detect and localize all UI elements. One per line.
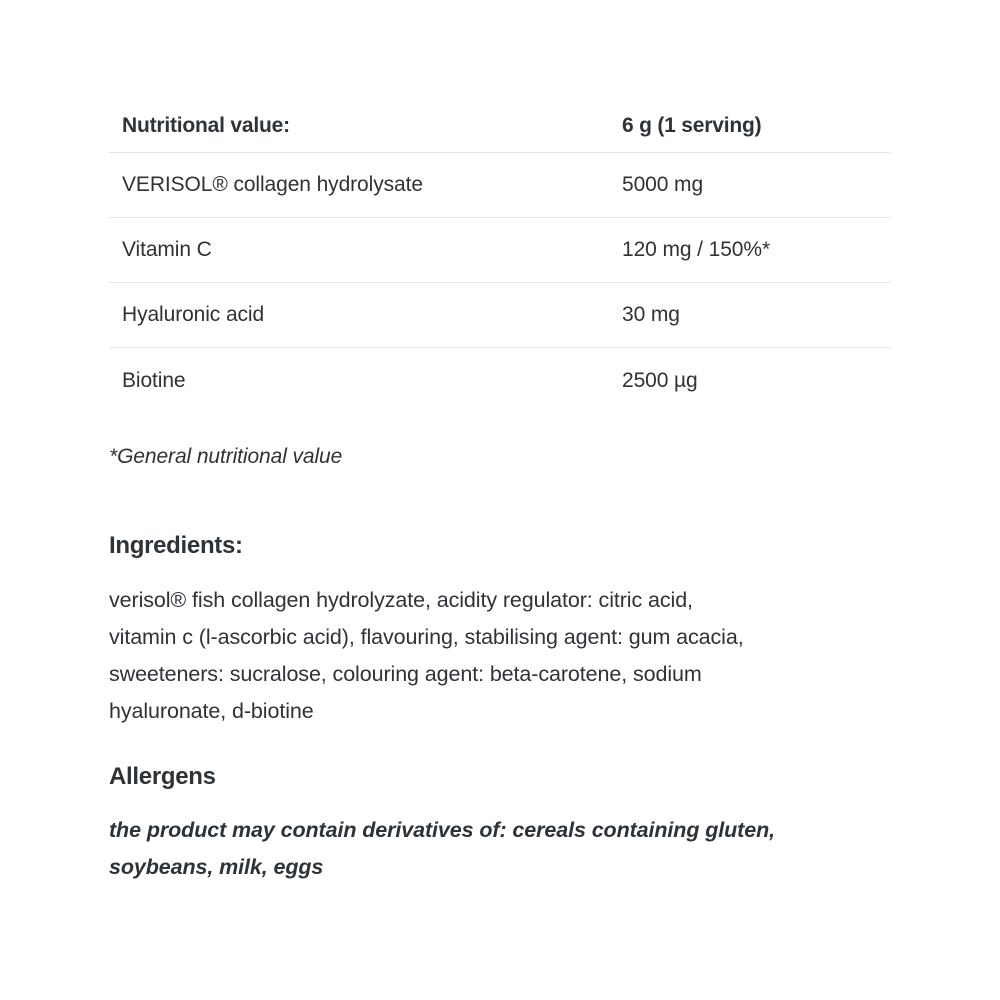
- nutrient-name: Vitamin C: [122, 238, 212, 261]
- nutrient-name: Biotine: [122, 368, 186, 392]
- allergens-text-line: soybeans, milk, eggs: [109, 855, 324, 879]
- table-row: [109, 153, 890, 218]
- nutrition-header-label: Nutritional value:: [122, 114, 290, 137]
- ingredients-heading: Ingredients:: [109, 532, 243, 559]
- nutrient-name: Hyaluronic acid: [122, 303, 265, 326]
- ingredients-text-line: sweeteners: sucralose, colouring agent: beta-carotene, sodium: [109, 662, 702, 686]
- nutrient-name: VERISOL® collagen hydrolysate: [122, 173, 423, 196]
- table-row: [109, 283, 890, 348]
- nutrition-table-header-row: [109, 100, 890, 153]
- nutrient-amount: 30 mg: [622, 303, 680, 326]
- nutrition-table: [109, 100, 890, 413]
- nutrition-footnote: *General nutritional value: [109, 445, 343, 468]
- table-row: [109, 348, 890, 413]
- nutrition-header-serving-size: 6 g (1 serving): [622, 114, 762, 137]
- allergens-text: [109, 812, 890, 886]
- ingredients-text-line: hyaluronate, d-biotine: [109, 699, 314, 723]
- nutrient-amount: 2500 µg: [622, 368, 698, 392]
- ingredients-text-line: vitamin c (l-ascorbic acid), flavouring, stabilising agent: gum acacia,: [109, 625, 744, 649]
- nutrient-amount: 5000 mg: [622, 173, 704, 196]
- table-row: [109, 218, 890, 283]
- nutrient-amount: 120 mg / 150%*: [622, 238, 771, 261]
- ingredients-text-line: verisol® fish collagen hydrolyzate, acidity regulator: citric acid,: [109, 588, 693, 612]
- allergens-heading: Allergens: [109, 763, 216, 790]
- ingredients-text: [109, 582, 890, 730]
- product-nutrition-section: [109, 100, 890, 886]
- allergens-text-line: the product may contain derivatives of: cereals containing gluten,: [109, 818, 776, 842]
